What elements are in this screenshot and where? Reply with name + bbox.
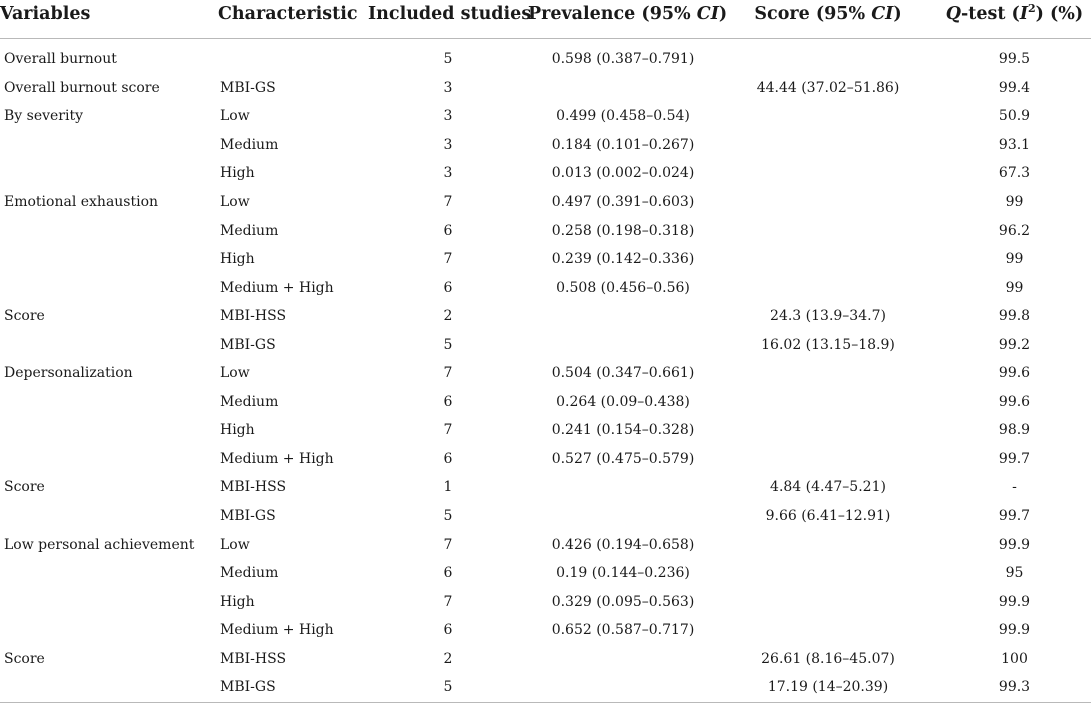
cell-variable: [0, 587, 218, 616]
table-row: [0, 673, 1091, 702]
cell-score: 9.66 (6.41–12.91): [765, 508, 891, 525]
cell-included-studies: 7: [443, 536, 453, 553]
header-q-test: Q-test $(I^2)$ (%): [938, 0, 1091, 39]
cell-q-test: 99.5: [998, 51, 1031, 68]
table-row: [0, 216, 1091, 245]
cell-included-studies: 5: [443, 51, 453, 68]
cell-included-studies: 5: [443, 508, 453, 525]
cell-variable: Score: [4, 650, 45, 667]
cell-characteristic: Medium + High: [220, 622, 334, 639]
cell-characteristic: MBI-GS: [218, 673, 368, 702]
cell-q-test: 99.8: [998, 308, 1031, 325]
cell-score: [718, 102, 938, 131]
cell-characteristic: Low: [220, 108, 250, 125]
table-row: [0, 159, 1091, 188]
cell-variable: [0, 445, 218, 474]
table-header: [0, 0, 1091, 39]
cell-q-test: 99.7: [998, 508, 1031, 525]
table-row: [0, 416, 1091, 445]
cell-score: 17.19 (14–20.39): [718, 673, 938, 702]
cell-variable: Depersonalization: [4, 365, 133, 382]
cell-variable: By severity: [4, 108, 84, 125]
cell-characteristic: MBI-GS: [220, 336, 276, 353]
cell-included-studies: 5: [368, 673, 528, 702]
cell-q-test: 99.4: [998, 79, 1031, 96]
cell-q-test: 99.6: [998, 393, 1031, 410]
cell-score: [718, 216, 938, 245]
cell-characteristic: High: [220, 251, 255, 268]
cell-score: [718, 445, 938, 474]
table-row: [0, 388, 1091, 417]
cell-characteristic: Medium: [220, 136, 279, 153]
cell-q-test: 99.3: [938, 673, 1091, 702]
table-row: [0, 102, 1091, 131]
header-score: Score (95% CI): [718, 0, 938, 39]
table-row: [0, 74, 1091, 103]
cell-q-test: 67.3: [998, 165, 1031, 182]
cell-score: [718, 273, 938, 302]
cell-score: [718, 188, 938, 217]
cell-variable: [0, 245, 218, 274]
cell-prevalence: 0.239 (0.142–0.336): [551, 251, 695, 268]
table-body: [0, 39, 1091, 703]
cell-included-studies: 6: [443, 565, 453, 582]
cell-included-studies: 3: [443, 136, 453, 153]
cell-variable: Score: [4, 308, 45, 325]
cell-included-studies: 6: [443, 450, 453, 467]
cell-variable: [0, 673, 218, 702]
cell-included-studies: 7: [443, 194, 453, 210]
cell-included-studies: 7: [443, 593, 453, 610]
cell-variable: [0, 502, 218, 531]
cell-included-studies: 7: [443, 251, 453, 268]
table-row: [0, 131, 1091, 160]
table-row: [0, 473, 1091, 502]
cell-characteristic: High: [220, 422, 255, 439]
cell-q-test: 99.6: [998, 365, 1031, 382]
cell-q-test: 99.7: [998, 450, 1031, 467]
cell-characteristic: Low: [220, 194, 250, 210]
cell-variable: Overall burnout: [4, 51, 117, 68]
cell-score: [718, 530, 938, 559]
cell-q-test: 99.9: [998, 593, 1031, 610]
header-included-studies: Included studies: [368, 0, 528, 39]
cell-score: [718, 159, 938, 188]
cell-score: 24.3 (13.9–34.7): [770, 308, 886, 325]
cell-included-studies: 6: [443, 622, 453, 639]
cell-q-test: 99.9: [998, 536, 1031, 553]
cell-characteristic: Medium: [220, 393, 279, 410]
cell-score: [718, 416, 938, 445]
cell-variable: [0, 330, 218, 359]
cell-variable: [0, 559, 218, 588]
table-row: [0, 644, 1091, 673]
table-row: [0, 587, 1091, 616]
table-row: [0, 502, 1091, 531]
cell-characteristic: Medium + High: [220, 450, 334, 467]
cell-variable: [0, 388, 218, 417]
cell-variable: [0, 416, 218, 445]
cell-prevalence: [528, 330, 718, 359]
cell-variable: Overall burnout score: [4, 79, 160, 96]
cell-prevalence: 0.598 (0.387–0.791): [551, 51, 695, 68]
cell-variable: Score: [4, 479, 45, 496]
cell-prevalence: [528, 502, 718, 531]
cell-included-studies: 6: [443, 279, 453, 296]
cell-prevalence: 0.652 (0.587–0.717): [551, 622, 695, 639]
table-row: [0, 245, 1091, 274]
cell-prevalence: 0.241 (0.154–0.328): [551, 422, 695, 439]
table-row: [0, 188, 1091, 217]
table-row: [0, 359, 1091, 388]
cell-score: [718, 559, 938, 588]
cell-prevalence: 0.426 (0.194–0.658): [551, 536, 695, 553]
cell-variable: [0, 131, 218, 160]
cell-variable: [0, 216, 218, 245]
cell-prevalence: 0.508 (0.456–0.56): [556, 279, 690, 296]
cell-included-studies: 6: [443, 393, 453, 410]
cell-score: [718, 131, 938, 160]
cell-characteristic: Low: [220, 536, 250, 553]
cell-score: 4.84 (4.47–5.21): [770, 479, 886, 496]
cell-prevalence: 0.258 (0.198–0.318): [551, 222, 695, 239]
cell-included-studies: 1: [443, 479, 453, 496]
cell-included-studies: 3: [443, 79, 453, 96]
cell-score: [718, 359, 938, 388]
cell-prevalence: [528, 74, 718, 103]
cell-score: 44.44 (37.02–51.86): [756, 79, 900, 96]
table-row: [0, 530, 1091, 559]
cell-prevalence: 0.329 (0.095–0.563): [551, 593, 695, 610]
cell-included-studies: 7: [443, 365, 453, 382]
cell-score: [718, 616, 938, 645]
header-row: [0, 0, 1091, 39]
table-row: [0, 45, 1091, 74]
cell-q-test: -: [1012, 479, 1017, 496]
cell-included-studies: 5: [443, 336, 453, 353]
cell-q-test: 99: [1005, 194, 1024, 210]
cell-included-studies: 2: [443, 308, 453, 325]
table-row: [0, 302, 1091, 331]
cell-characteristic: MBI-GS: [220, 79, 276, 96]
table-row: [0, 559, 1091, 588]
cell-score: [718, 388, 938, 417]
cell-q-test: 99: [1005, 279, 1024, 296]
table-row: [0, 616, 1091, 645]
cell-characteristic: Low: [220, 365, 250, 382]
cell-prevalence: 0.184 (0.101–0.267): [551, 136, 695, 153]
cell-score: [718, 45, 938, 74]
cell-q-test: 99.2: [998, 336, 1031, 353]
cell-included-studies: 3: [443, 165, 453, 182]
cell-variable: [0, 273, 218, 302]
cell-q-test: 50.9: [998, 108, 1031, 125]
cell-score: [718, 587, 938, 616]
cell-variable: Low personal achievement: [4, 536, 195, 553]
header-characteristic: Characteristic: [218, 0, 368, 39]
table-row: [0, 330, 1091, 359]
cell-prevalence: [528, 644, 718, 673]
cell-q-test: 96.2: [998, 222, 1031, 239]
cell-variable: Emotional exhaustion: [4, 194, 159, 210]
cell-characteristic: MBI-HSS: [220, 308, 287, 325]
cell-characteristic: Medium: [220, 222, 279, 239]
cell-included-studies: 6: [443, 222, 453, 239]
cell-variable: [0, 616, 218, 645]
cell-q-test: 93.1: [998, 136, 1031, 153]
cell-prevalence: [528, 473, 718, 502]
cell-prevalence: 0.504 (0.347–0.661): [551, 365, 695, 382]
cell-characteristic: High: [220, 593, 255, 610]
cell-score: 16.02 (13.15–18.9): [761, 336, 895, 353]
cell-characteristic: [218, 45, 368, 74]
cell-variable: [0, 159, 218, 188]
cell-score: 26.61 (8.16–45.07): [761, 650, 895, 667]
cell-q-test: 99: [1005, 251, 1024, 268]
cell-included-studies: 3: [443, 108, 453, 125]
cell-characteristic: MBI-HSS: [220, 650, 287, 667]
cell-prevalence: 0.527 (0.475–0.579): [551, 450, 695, 467]
cell-prevalence: 0.013 (0.002–0.024): [551, 165, 695, 182]
cell-characteristic: MBI-GS: [220, 508, 276, 525]
cell-included-studies: 2: [443, 650, 453, 667]
cell-characteristic: Medium + High: [220, 279, 334, 296]
cell-score: [718, 245, 938, 274]
cell-prevalence: 0.19 (0.144–0.236): [556, 565, 690, 582]
cell-prevalence: [528, 673, 718, 702]
cell-characteristic: Medium: [220, 565, 279, 582]
cell-prevalence: [528, 302, 718, 331]
cell-q-test: 100: [1001, 650, 1028, 667]
table-row: [0, 445, 1091, 474]
cell-characteristic: MBI-HSS: [220, 479, 287, 496]
header-variables: Variables: [0, 0, 218, 39]
table-row: [0, 273, 1091, 302]
cell-q-test: 95: [1005, 565, 1024, 582]
cell-characteristic: High: [220, 165, 255, 182]
cell-included-studies: 7: [443, 422, 453, 439]
cell-q-test: 98.9: [998, 422, 1031, 439]
header-prevalence: Prevalence (95% CI): [528, 0, 718, 39]
cell-q-test: 99.9: [998, 622, 1031, 639]
cell-prevalence: 0.499 (0.458–0.54): [556, 108, 690, 125]
cell-prevalence: 0.264 (0.09–0.438): [556, 393, 690, 410]
cell-prevalence: 0.497 (0.391–0.603): [551, 194, 695, 210]
